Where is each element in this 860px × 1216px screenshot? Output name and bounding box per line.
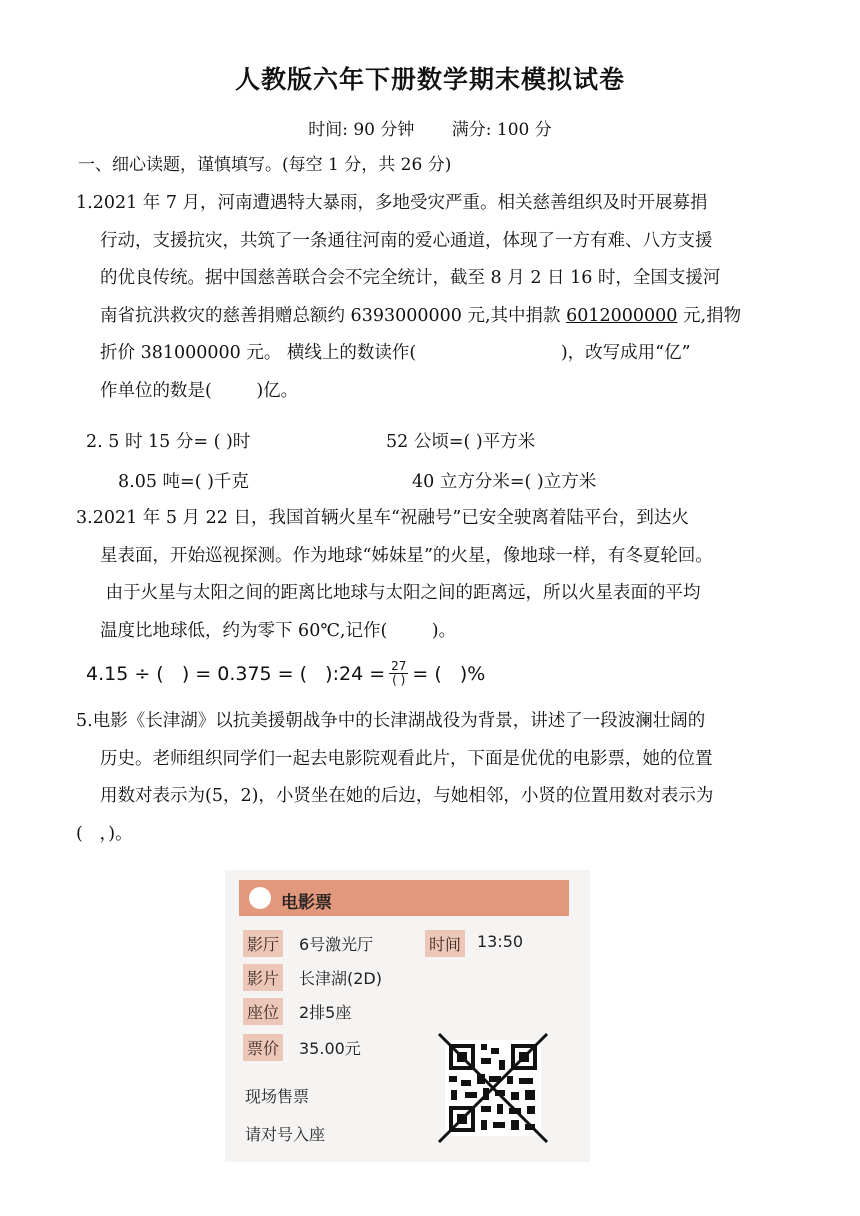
q3-line: 由于火星与太阳之间的距离比地球与太阳之间的距离远，所以火星表面的平均 bbox=[100, 583, 701, 603]
ticket-note-onsite: 现场售票 bbox=[245, 1087, 310, 1106]
page-title: 人教版六年下册数学期末模拟试卷 bbox=[234, 65, 625, 94]
hall-value: 6号激光厅 bbox=[299, 935, 374, 954]
film-value: 长津湖(2D) bbox=[299, 969, 382, 988]
time-label: 时间 bbox=[425, 930, 465, 957]
q1-line: 行动，支援抗灾，共筑了一条通往河南的爱心通道，体现了一方有难、八方支援 bbox=[100, 230, 713, 251]
question-4 bbox=[86, 660, 485, 687]
q1-line: 的优良传统。据中国慈善联合会不完全统计，截至 8 月 2 日 16 时，全国支援河 bbox=[100, 268, 721, 288]
film-label: 影片 bbox=[243, 964, 283, 991]
underlined-number: 6012000000 bbox=[566, 305, 678, 326]
circle-icon bbox=[249, 887, 271, 909]
qr-code-icon bbox=[437, 1032, 549, 1144]
q1-line: 折价 381000000 元。 横线上的数读作( )，改写成用“亿” bbox=[100, 343, 691, 363]
q5-line: 5.电影《长津湖》以抗美援朝战争中的长津湖战役为背景，讲述了一段波澜壮阔的 bbox=[76, 711, 706, 731]
hall-label: 影厅 bbox=[243, 930, 283, 957]
q3-line: 星表面，开始巡视探测。作为地球“姊妹星”的火星，像地球一样，有冬夏轮回。 bbox=[100, 545, 713, 566]
q4-left: 4.15 ÷ ( ) = 0.375 = ( ):24 = bbox=[86, 662, 386, 685]
q2-item-b: 52 公顷=( )平方米 bbox=[386, 432, 536, 452]
ticket-header bbox=[239, 880, 569, 916]
q2-item-d: 40 立方分米=( )立方米 bbox=[412, 472, 597, 492]
q1-line: 南省抗洪救灾的慈善捐赠总额约 6393000000 元,其中捐款 6012000000 元,捐物 bbox=[100, 305, 742, 326]
q5-line: 用数对表示为(5，2)，小贤坐在她的后边，与她相邻，小贤的位置用数对表示为 bbox=[100, 786, 714, 806]
question-1 bbox=[76, 185, 804, 410]
question-5 bbox=[76, 703, 804, 853]
q5-line: 历史。老师组织同学们一起去电影院观看此片，下面是优优的电影票，她的位置 bbox=[100, 748, 713, 769]
q3-line: 温度比地球低，约为零下 60℃,记作( )。 bbox=[100, 620, 457, 641]
q1-line: 1.2021 年 7 月，河南遭遇特大暴雨，多地受灾严重。相关慈善组织及时开展募捐 bbox=[76, 193, 708, 213]
q4-fraction bbox=[389, 660, 408, 687]
price-label: 票价 bbox=[243, 1034, 283, 1061]
section-heading: 一、细心读题，谨慎填写。(每空 1 分，共 26 分) bbox=[78, 155, 452, 175]
question-3 bbox=[76, 500, 804, 650]
exam-score: 满分: 100 分 bbox=[451, 120, 552, 140]
ticket-note-seat: 请对号入座 bbox=[245, 1125, 326, 1144]
seat-value: 2排5座 bbox=[299, 1003, 352, 1022]
ticket-title: 电影票 bbox=[281, 893, 332, 913]
movie-ticket-image bbox=[225, 870, 590, 1162]
seat-label: 座位 bbox=[243, 998, 283, 1025]
fraction-denominator: ( ) bbox=[392, 673, 406, 687]
q1-line: 作单位的数是( )亿。 bbox=[100, 380, 299, 401]
fraction-numerator: 27 bbox=[391, 659, 407, 673]
price-value: 35.00元 bbox=[299, 1039, 361, 1058]
time-value: 13:50 bbox=[477, 932, 524, 951]
exam-meta bbox=[0, 115, 860, 140]
q3-line: 3.2021 年 5 月 22 日，我国首辆火星车“祝融号”已安全驶离着陆平台，到达火 bbox=[76, 508, 689, 528]
q2-item-a: 2. 5 时 15 分= ( )时 bbox=[86, 432, 251, 452]
q5-line: ( ，)。 bbox=[76, 823, 133, 844]
exam-time: 时间: 90 分钟 bbox=[308, 120, 415, 140]
q4-right: = ( )% bbox=[412, 662, 486, 685]
q2-item-c: 8.05 吨=( )千克 bbox=[118, 472, 249, 492]
